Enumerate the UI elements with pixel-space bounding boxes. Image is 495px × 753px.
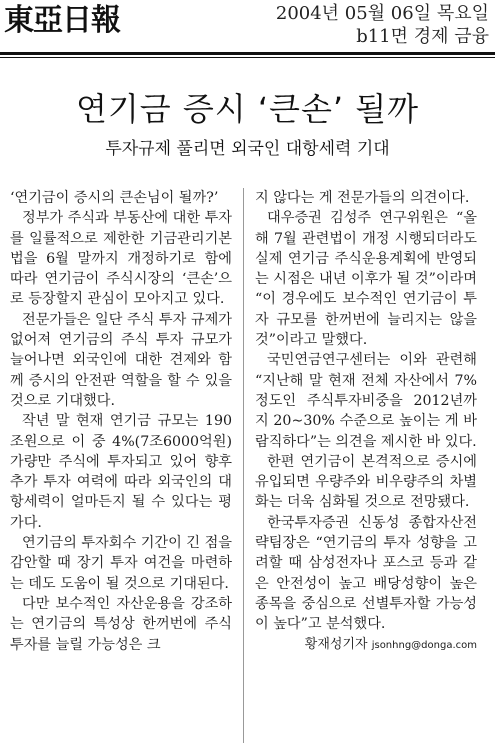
article-column-right — [255, 188, 477, 656]
article-paragraph: 한국투자증권 신동성 종합자산전략팀장은 “연기금의 투자 성향을 고려할 때 삼성전자나 포스코 등과 같은 안전성이 높고 배당성향이 높은 종목을 중심으로 선별투자할 가능성이 높다”고 분석했다. — [255, 514, 477, 633]
page-section: b11면 경제 금융 — [356, 26, 489, 47]
publication-info — [276, 2, 489, 48]
newspaper-logo: 東亞日報 — [4, 3, 120, 38]
article-paragraph: 한편 연기금이 본격적으로 증시에 유입되면 우량주와 비우량주의 차별화는 더욱 심화될 것으로 전망됐다. — [255, 453, 477, 511]
column-divider — [243, 188, 244, 743]
article-paragraph: 전문가들은 일단 주식 투자 규제가 없어져 연기금의 주식 투자 규모가 늘어나면 외국인에 대한 견제와 함께 증시의 안전판 역할을 할 수 있을 것으로 기대했다. — [10, 311, 232, 409]
article-paragraph: ‘연기금이 증시의 큰손님이 될까?’ — [10, 190, 219, 206]
article-paragraph: 지 않다는 게 전문가들의 의견이다. — [255, 190, 470, 206]
article-paragraph: 정부가 주식과 부동산에 대한 투자를 일률적으로 제한한 기금관리기본법을 6월 말까지 개정하기로 함에 따라 연기금이 주식시장의 ‘큰손’으로 등장할지 관심이 모아지고 있다. — [10, 210, 232, 308]
publication-date: 2004년 05월 06일 목요일 — [275, 3, 489, 24]
masthead-rule-thick — [0, 52, 495, 55]
article-column-left — [10, 188, 232, 655]
article-paragraph: 다만 보수적인 자산운용을 강조하는 연기금의 특성상 한꺼번에 주식 투자를 늘릴 가능성은 크 — [10, 595, 232, 653]
article-paragraph: 국민연금연구센터는 이와 관련해 “지난해 말 현재 전체 자산에서 7% 정도인 주식투자비중을 2012년까지 20∼30% 수준으로 높이는 게 바람직하다”는 의견을 제시한 바 있다. — [255, 352, 477, 450]
masthead-rule-thin — [0, 57, 495, 58]
article-paragraph: 연기금의 투자회수 기간이 긴 점을 감안할 때 장기 투자 여건을 마련하는 데도 도움이 될 것으로 기대된다. — [10, 535, 232, 592]
article-paragraph: 대우증권 김성주 연구위원은 “올해 7월 관련법이 개정 시행되더라도 실제 연기금 주식운용계획에 반영되는 시점은 내년 이후가 될 것”이라며 “이 경우에도 보수적인 연기금이 투자 규모를 한꺼번에 늘리지는 않을 것”이라고 말했다. — [255, 210, 477, 349]
article-headline: 연기금 증시 ‘큰손’ 될까 — [75, 90, 420, 129]
article-subhead: 투자규제 풀리면 외국인 대항세력 기대 — [105, 139, 390, 159]
masthead — [0, 0, 495, 56]
article-paragraph: 작년 말 현재 연기금 규모는 190조원으로 이 중 4%(7조6000억원) 가량만 주식에 투자되고 있어 향후 추가 투자 여력에 따라 외국인의 대항세력이 얼마든지 될 수 있다는 평가다. — [10, 413, 232, 531]
byline — [255, 635, 477, 656]
byline-name: 황재성기자 — [304, 636, 368, 652]
byline-email[interactable]: jsonhng@donga.com — [371, 639, 477, 651]
